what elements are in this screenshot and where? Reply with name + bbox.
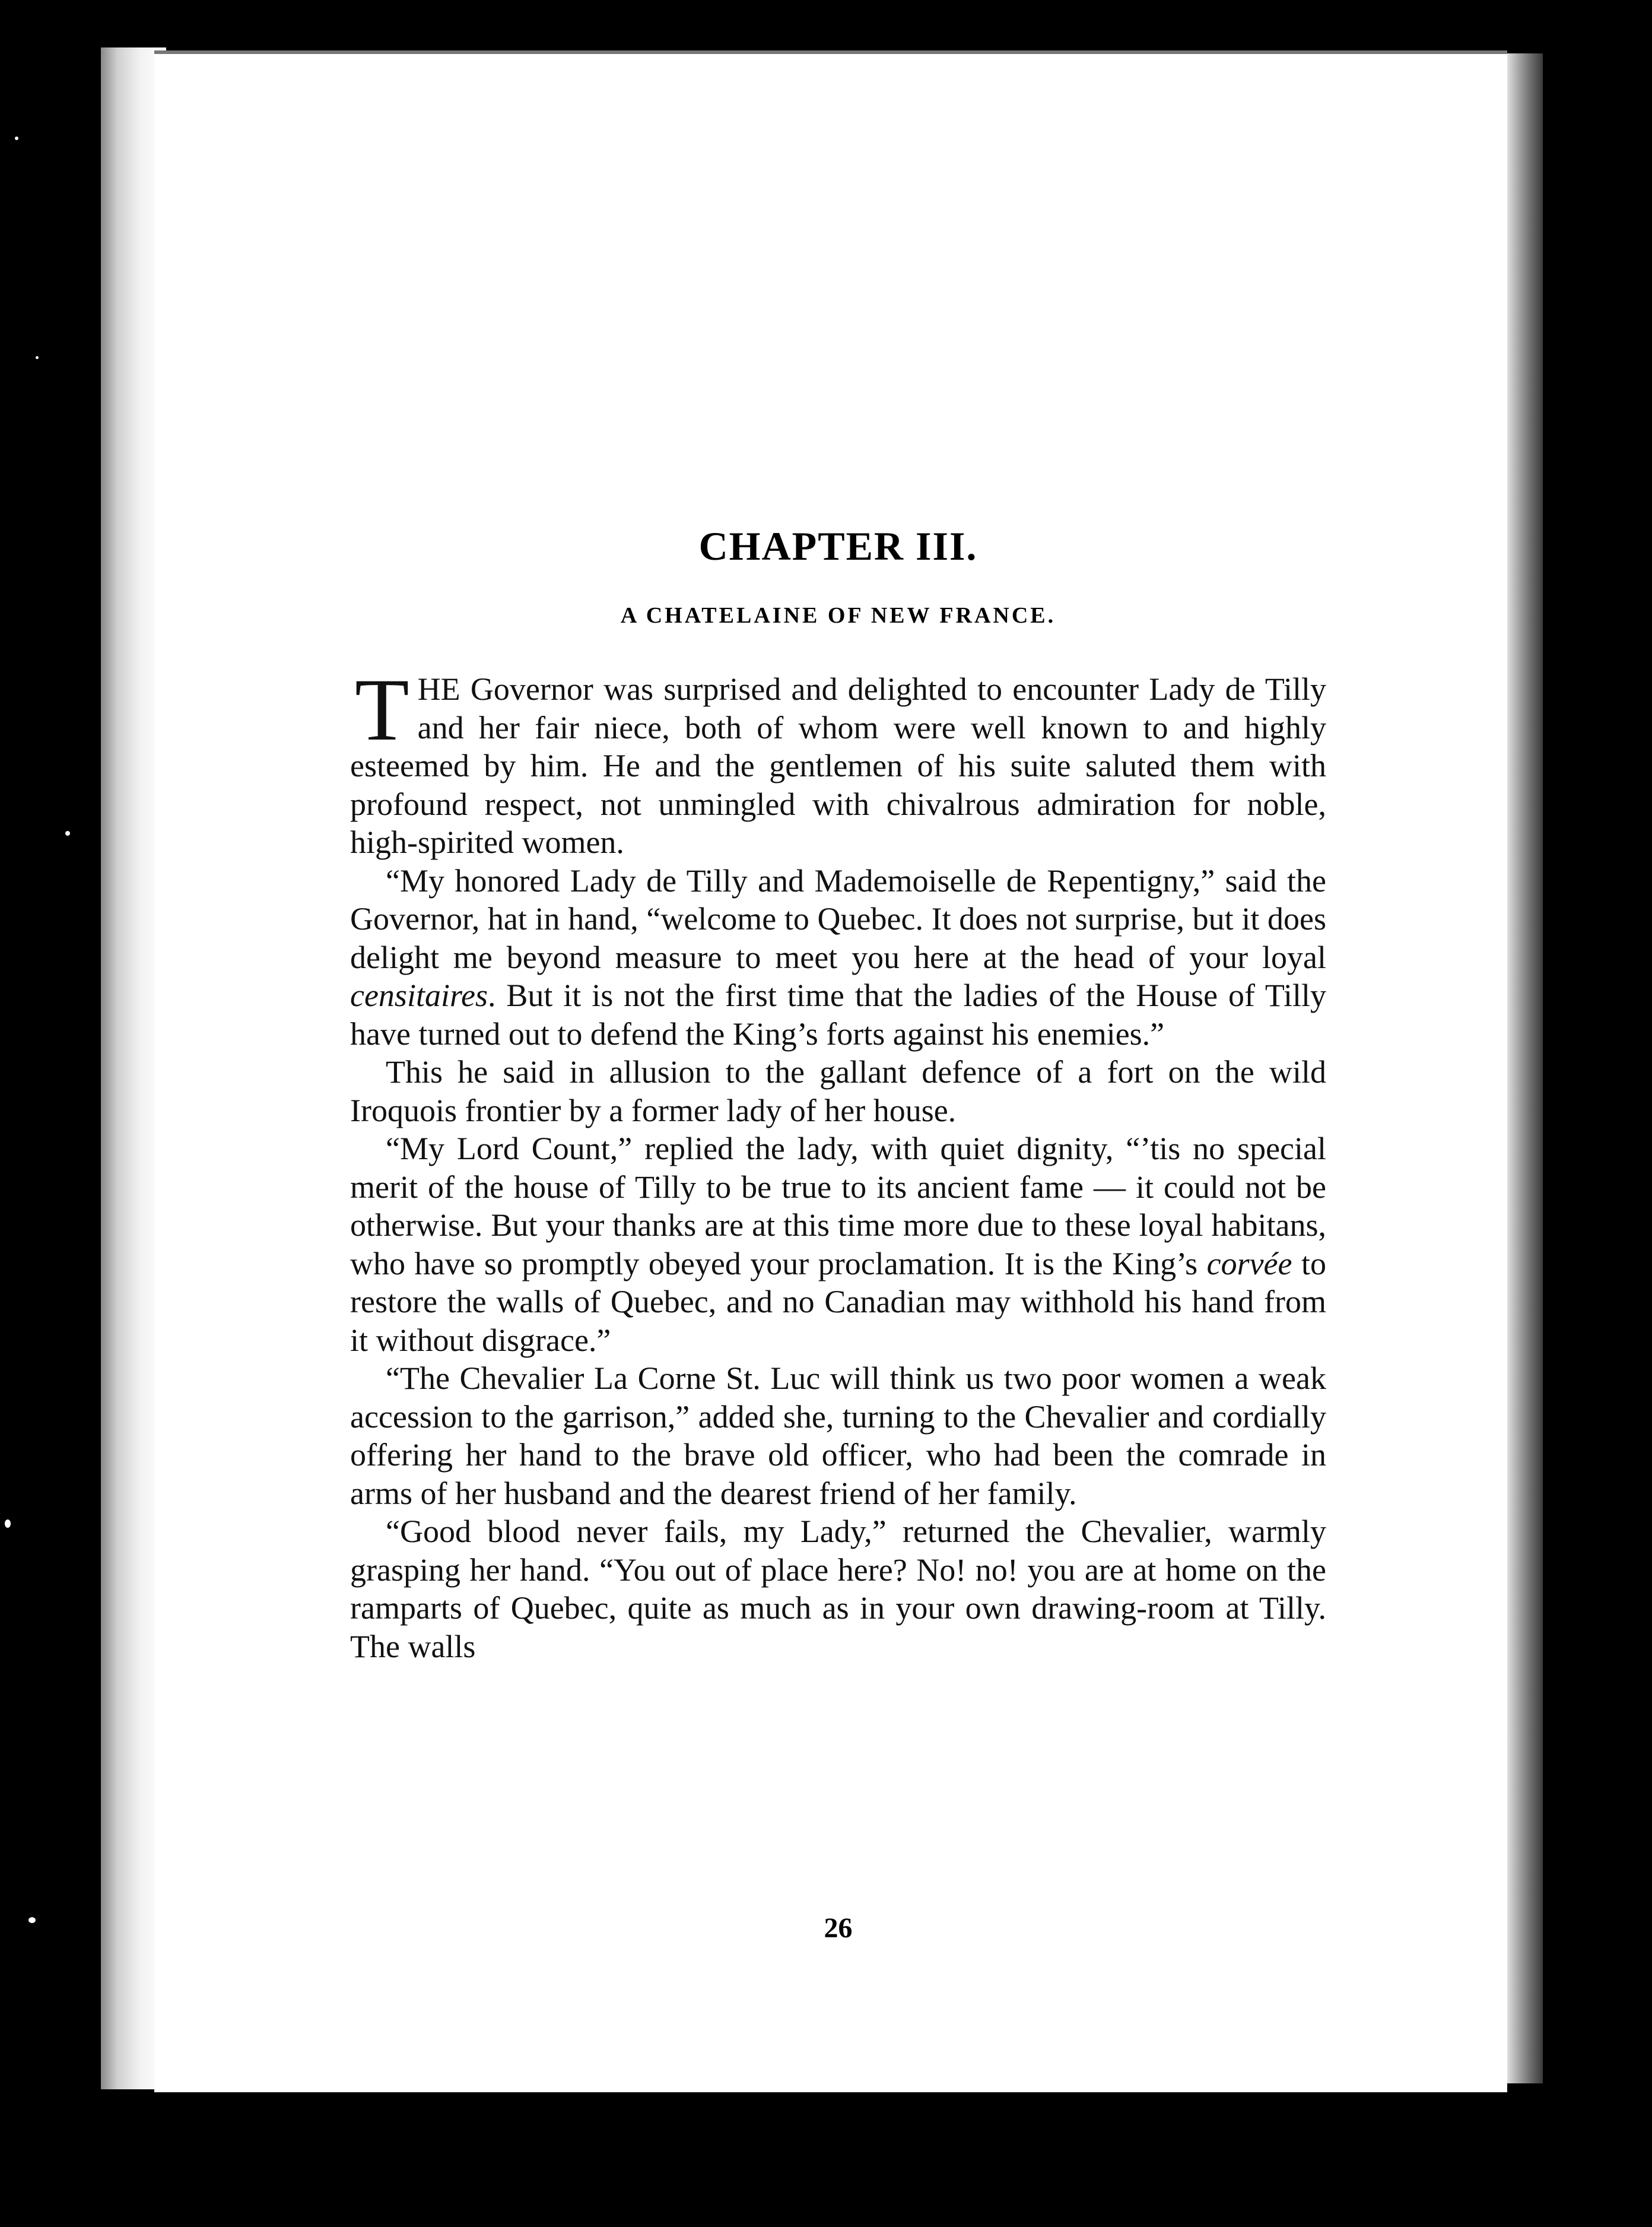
scan-speck xyxy=(5,1519,11,1528)
page-right-edge xyxy=(1501,53,1543,2083)
scan-speck xyxy=(28,1917,36,1923)
chapter-subtitle: A CHATELAINE OF NEW FRANCE. xyxy=(620,603,1056,628)
page-content xyxy=(350,523,1326,1666)
scan-speck xyxy=(65,831,70,836)
paragraph-5: “The Chevalier La Corne St. Luc will think us two poor women a weak accession to the garrison,” added she, turning to the Chevalier and cordially offering her hand to the brave old officer, who had been the comrade in arms of her husband and the dearest friend of her family. xyxy=(350,1360,1326,1511)
book-page xyxy=(154,50,1507,2092)
paragraph-6: “Good blood never fails, my Lady,” returned the Chevalier, warmly grasping her hand. “You out of place here? No! no! you are at home on the ramparts of Quebec, quite as much as in your own drawing-room at Tilly. The walls xyxy=(350,1514,1326,1664)
scan-speck xyxy=(36,356,39,359)
paragraph-3: This he said in allusion to the gallant defence of a fort on the wild Iroquois frontier by a former lady of her house. xyxy=(350,1054,1326,1128)
page-number: 26 xyxy=(824,1912,853,1944)
scan-speck xyxy=(15,137,18,140)
paragraph-1: THE Governor was surprised and delighted to encounter Lady de Tilly and her fair niece, both of whom were well known to and highly esteemed by him. He and the gentlemen of his suite saluted them with profound respect, not unmingled with chivalrous admiration for noble, high-spirited women. xyxy=(350,661,1326,860)
paragraph-4: “My Lord Count,” replied the lady, with quiet dignity, “’tis no special merit of the house of Tilly to be true to its ancient fame — it could not be otherwise. But your thanks are at this time more due to these loyal habitans, who have so promptly obeyed your proclamation. It is the King’s corvée to restore the walls of Quebec, and no Canadian may withhold his hand from it without disgrace.” xyxy=(350,1131,1326,1358)
paragraph-2: “My honored Lady de Tilly and Mademoiselle de Repentigny,” said the Governor, hat in hand, “welcome to Quebec. It does not surprise, but it does delight me beyond measure to meet you here at the head of your loyal censitaires. But it is not the first time that the ladies of the House of Tilly have turned out to defend the King’s forts against his enemies.” xyxy=(350,862,1326,1052)
body-text xyxy=(350,661,1326,1666)
chapter-title: CHAPTER III. xyxy=(698,524,978,569)
drop-cap: T xyxy=(355,661,409,759)
